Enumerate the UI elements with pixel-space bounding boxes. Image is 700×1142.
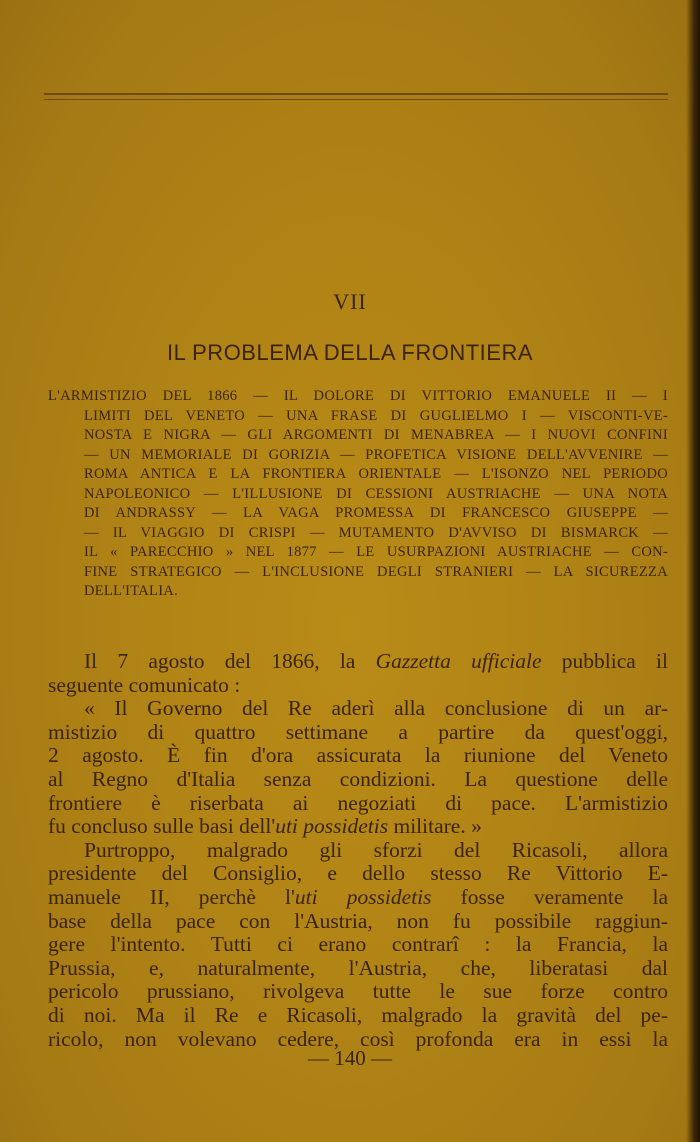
body-line: ricolo, non volevano cedere, così profonda era in essi la xyxy=(48,1026,668,1051)
header-rule xyxy=(44,93,668,95)
text-run: Il 7 agosto del 1866, la xyxy=(84,649,376,673)
body-line: Purtroppo, malgrado gli sforzi del Ricasoli, allora xyxy=(84,837,668,862)
summary-line: LIMITI DEL VENETO — UNA FRASE DI GUGLIELMO I — VISCONTI-VE- xyxy=(84,407,668,424)
chapter-title: IL PROBLEMA DELLA FRONTIERA xyxy=(166,340,533,365)
text-run: fosse veramente la xyxy=(431,884,669,909)
quote-line: mistizio di quattro settimane a partire da quest'oggi, xyxy=(48,719,668,744)
body-line xyxy=(48,886,668,910)
body-text xyxy=(48,650,668,1051)
summary-line: L'ARMISTIZIO DEL 1866 — IL DOLORE DI VITTORIO EMANUELE II — I xyxy=(48,388,668,404)
body-line: presidente del Consiglio, e dello stesso Re Vittorio E- xyxy=(48,861,668,886)
summary-line: — UN MEMORIALE DI GORIZIA — PROFETICA VISIONE DELL'AVVENIRE — xyxy=(84,446,668,463)
summary-line: — IL VIAGGIO DI CRISPI — MUTAMENTO D'AVVISO DI BISMARCK — xyxy=(84,524,668,541)
body-line: gere l'intento. Tutti ci erano contrarî : la Francia, la xyxy=(48,932,668,957)
italic-title: Gazzetta ufficiale xyxy=(375,649,542,673)
text-run: manuele II, perchè l' xyxy=(48,884,295,909)
text-run: pubblica il xyxy=(541,649,668,673)
summary-line: IL « PARECCHIO » NEL 1877 — LE USURPAZIONI AUSTRIACHE — CON- xyxy=(84,544,668,560)
summary-line: NAPOLEONICO — L'ILLUSIONE DI CESSIONI AUSTRIACHE — UNA NOTA xyxy=(84,485,668,502)
quote-line: frontiere è riserbata ai negoziati di pace. L'armistizio xyxy=(48,790,668,815)
page-edge-shadow xyxy=(686,0,700,1142)
italic-term: uti possidetis xyxy=(294,884,432,909)
chapter-summary xyxy=(48,387,668,602)
quote-line: 2 agosto. È fin d'ora assicurata la riunione del Veneto xyxy=(48,743,668,768)
summary-line: DELL'ITALIA. xyxy=(84,583,179,599)
page-number: — 140 — xyxy=(308,1046,392,1070)
summary-line: FINE STRATEGICO — L'INCLUSIONE DEGLI STRANIERI — LA SICUREZZA xyxy=(84,563,668,580)
quote-line xyxy=(48,815,668,839)
quote-line: « Il Governo del Re aderì alla conclusione di un ar- xyxy=(84,696,668,721)
italic-term: uti possidetis xyxy=(275,814,389,839)
body-line: pericolo prussiano, rivolgeva tutte le sue forze contro xyxy=(48,979,668,1004)
quote-line: al Regno d'Italia senza condizioni. La questione delle xyxy=(48,766,668,791)
header-rule-thin xyxy=(44,99,668,100)
summary-line: ROMA ANTICA E LA FRONTIERA ORIENTALE — L'ISONZO NEL PERIODO xyxy=(84,466,668,482)
body-line: seguente comunicato : xyxy=(48,672,241,697)
body-line xyxy=(48,650,668,674)
body-line: Prussia, e, naturalmente, l'Austria, che, liberatasi dal xyxy=(48,955,668,980)
text-run: fu concluso sulle basi dell' xyxy=(48,814,276,839)
summary-line: NOSTA E NIGRA — GLI ARGOMENTI DI MENABREA — I NUOVI CONFINI xyxy=(84,427,668,443)
body-line: di noi. Ma il Re e Ricasoli, malgrado la gravità del pe- xyxy=(48,1002,668,1027)
body-line: base della pace con l'Austria, non fu possibile raggiun- xyxy=(48,908,668,933)
text-run: militare. » xyxy=(388,814,482,839)
summary-line: DI ANDRASSY — LA VAGA PROMESSA DI FRANCESCO GIUSEPPE — xyxy=(84,505,668,521)
chapter-number: VII xyxy=(333,289,367,314)
